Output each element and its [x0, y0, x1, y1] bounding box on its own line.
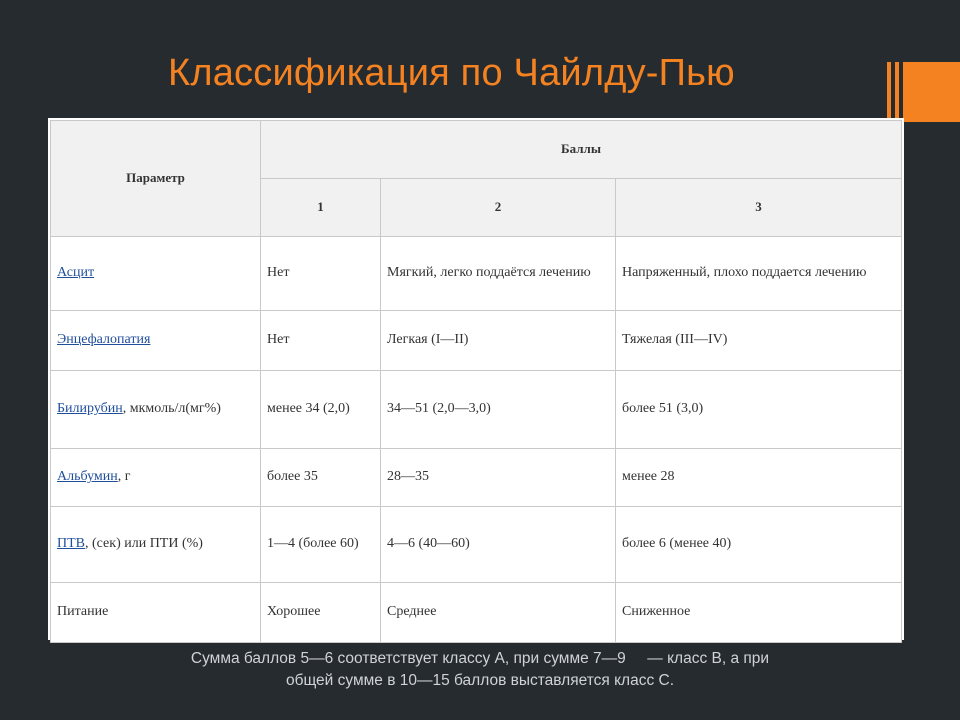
- table-row: [51, 449, 902, 507]
- score-1-cell: Нет: [261, 237, 381, 311]
- param-link[interactable]: Энцефалопатия: [57, 332, 151, 348]
- score-1-cell: менее 34 (2,0): [261, 371, 381, 449]
- accent-bar: [895, 62, 899, 122]
- param-link[interactable]: Альбумин: [57, 469, 118, 485]
- header-score-1: 1: [261, 179, 381, 237]
- param-cell: Билирубин, мкмоль/л(мг%): [51, 371, 261, 449]
- param-cell: [51, 311, 261, 371]
- score-2-cell: Мягкий, легко поддаётся лечению: [381, 237, 616, 311]
- header-parameter: Параметр: [51, 121, 261, 237]
- param-cell: Питание: [51, 583, 261, 643]
- table-row: [51, 583, 902, 643]
- param-link[interactable]: ПТВ: [57, 536, 85, 552]
- param-cell: ПТВ, (сек) или ПТИ (%): [51, 507, 261, 583]
- score-1-cell: Хорошее: [261, 583, 381, 643]
- footer-line-2: общей сумме в 10—15 баллов выставляется класс С.: [285, 672, 674, 689]
- score-2-cell: Легкая (I—II): [381, 311, 616, 371]
- score-2-cell: 28—35: [381, 449, 616, 507]
- footer-note: [120, 648, 840, 692]
- table-row: [51, 311, 902, 371]
- score-2-cell: Среднее: [381, 583, 616, 643]
- table-row: [51, 507, 902, 583]
- header-score-3: 3: [616, 179, 902, 237]
- param-link[interactable]: Асцит: [57, 265, 95, 281]
- header-points: Баллы: [261, 121, 902, 179]
- score-3-cell: более 51 (3,0): [616, 371, 902, 449]
- slide-title: Классификация по Чайлду-Пью: [168, 52, 735, 94]
- score-1-cell: 1—4 (более 60): [261, 507, 381, 583]
- score-3-cell: Тяжелая (III—IV): [616, 311, 902, 371]
- score-2-cell: 4—6 (40—60): [381, 507, 616, 583]
- header-score-2: 2: [381, 179, 616, 237]
- score-1-cell: более 35: [261, 449, 381, 507]
- score-3-cell: более 6 (менее 40): [616, 507, 902, 583]
- score-1-cell: Нет: [261, 311, 381, 371]
- score-2-cell: 34—51 (2,0—3,0): [381, 371, 616, 449]
- child-pugh-table: [48, 118, 904, 640]
- score-3-cell: Сниженное: [616, 583, 902, 643]
- table-row: [51, 237, 902, 311]
- score-3-cell: менее 28: [616, 449, 902, 507]
- score-3-cell: Напряженный, плохо поддается лечению: [616, 237, 902, 311]
- accent-bar: [903, 62, 960, 122]
- param-cell: Альбумин, г: [51, 449, 261, 507]
- accent-bar: [887, 62, 891, 122]
- footer-line-1: Сумма баллов 5—6 соответствует классу А, при сумме 7—9 — класс В, а при: [190, 650, 770, 667]
- param-cell: [51, 237, 261, 311]
- param-link[interactable]: Билирубин: [57, 401, 123, 417]
- table-row: [51, 371, 902, 449]
